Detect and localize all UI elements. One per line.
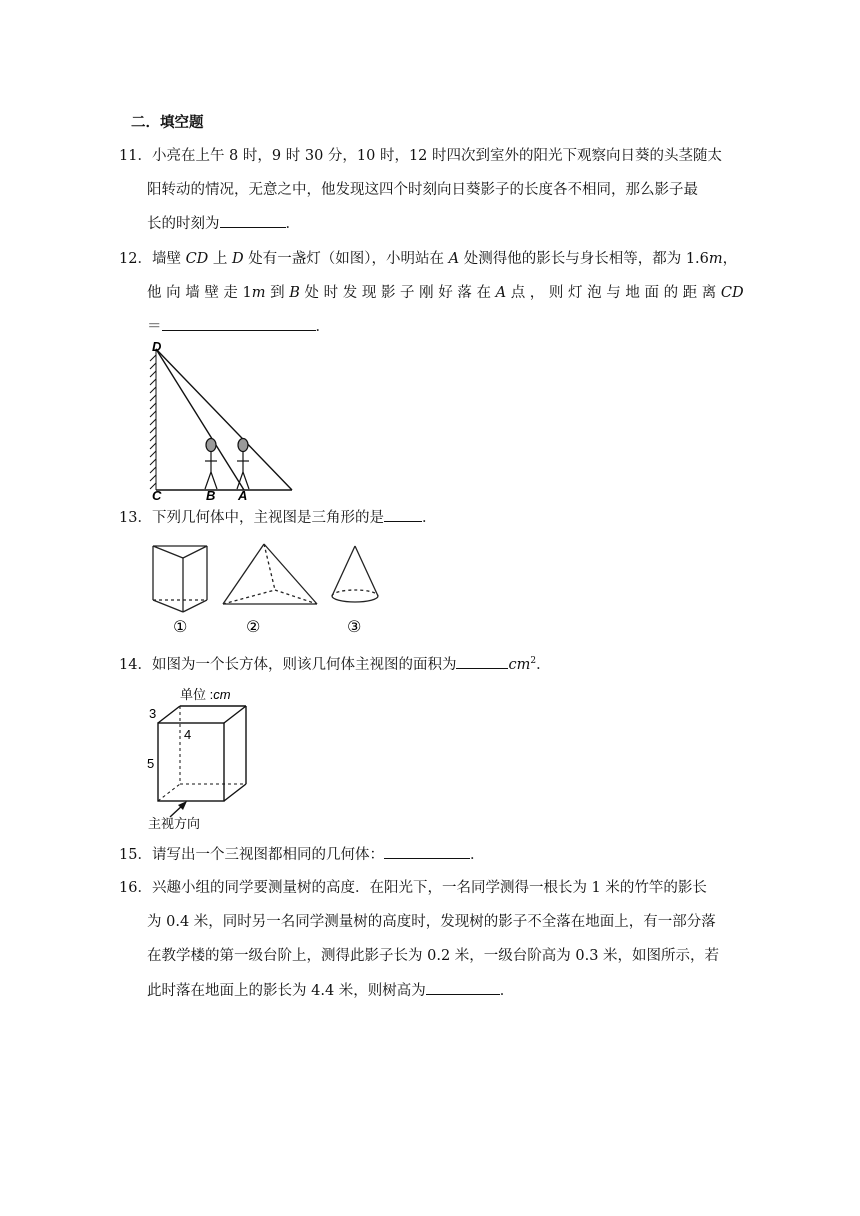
q12-text: ， <box>722 251 738 267</box>
light-ray-b <box>156 349 244 490</box>
q11-line2: 阳转动的情况，无意之中，他发现这四个时刻向日葵影子的长度各不相同，那么影子最 <box>147 182 698 198</box>
q14-answer-blank[interactable] <box>456 654 508 669</box>
q13-text: 下列几何体中，主视图是三角形的是 <box>151 510 384 526</box>
q12-number: 12． <box>119 251 152 267</box>
q16-line2: 为 0.4 米，同时另一名同学测量树的高度时，发现树的影子不全落在地面上，有一部分落 <box>147 914 716 930</box>
q12-text: 处有一盏灯（如图），小明站在 <box>243 251 449 267</box>
figure-label-1: ① <box>173 619 188 636</box>
q12-text: 点 ， 则 灯 泡 与 地 面 的 距 离 <box>506 285 721 301</box>
q15-line <box>119 844 484 865</box>
q14-period: ． <box>536 656 551 673</box>
q16-text-line4: 此时落在地面上的影长为 4.4 米，则树高为 <box>147 983 426 999</box>
q13-figure <box>145 538 397 638</box>
q11-text-line3: 长的时刻为 <box>147 216 220 232</box>
q13-answer-blank[interactable] <box>384 507 422 522</box>
q12-period: ． <box>315 319 330 335</box>
q14-number: 14． <box>119 656 152 673</box>
q13-line <box>119 507 436 528</box>
q16-line3: 在教学楼的第一级台阶上，测得此影子长为 0.2 米，一级台阶高为 0.3 米，如图所示，若 <box>147 948 720 964</box>
q12-equals: ＝ <box>147 319 162 335</box>
triangular-prism-icon <box>153 546 207 612</box>
q14-unit: cm <box>508 656 531 673</box>
q16-line1 <box>119 878 707 898</box>
dimension-3: 3 <box>149 706 157 721</box>
q12-text: 他 向 墙 壁 走 1 <box>147 285 252 301</box>
q16-period: ． <box>499 983 515 999</box>
q12-text: 上 <box>208 251 233 267</box>
q15-text: 请写出一个三视图都相同的几何体： <box>151 847 384 863</box>
cone-icon <box>332 546 378 602</box>
wall-hatching <box>150 349 156 490</box>
q12-line1 <box>119 249 737 269</box>
q12-figure <box>147 337 297 502</box>
q14-text: 如图为一个长方体，则该几何体主视图的面积为 <box>151 656 457 673</box>
q15-period: ． <box>469 847 485 863</box>
q13-period: ． <box>421 510 437 526</box>
q11-line1 <box>119 146 722 166</box>
figure-label-3: ③ <box>347 619 362 636</box>
q16-text-line1: 兴趣小组的同学要测量树的高度．在阳光下，一名同学测得一根长为 1 米的竹竿的影长 <box>151 880 707 896</box>
q11-text-line1: 小亮在上午 8 时，9 时 30 分，10 时，12 时四次到室外的阳光下观察向日葵的头茎随太 <box>151 148 723 164</box>
q15-number: 15． <box>119 847 152 863</box>
q11-period: ． <box>285 216 300 232</box>
unit-label-cm: cm <box>213 687 231 702</box>
figure-label-2: ② <box>246 619 261 636</box>
q12-text: 处测得他的影长与身长相等，都为 1.6 <box>459 251 709 267</box>
q12-var-cd: CD <box>720 285 744 301</box>
unit-label-text: 单位 : <box>180 687 214 702</box>
view-direction-label: 主视方向 <box>148 816 201 831</box>
q16-line4 <box>147 980 514 1001</box>
label-c: C <box>152 488 162 502</box>
q16-number: 16． <box>119 880 152 896</box>
q12-text: 处 时 发 现 影 子 刚 好 落 在 <box>299 285 496 301</box>
arrow-icon <box>170 801 187 817</box>
q12-text: 墙壁 <box>151 251 186 267</box>
pyramid-icon <box>223 544 317 604</box>
section-title: 二．填空题 <box>131 114 204 131</box>
q12-unit-m: m <box>251 285 266 301</box>
q11-number: 11． <box>119 148 152 164</box>
q11-line3 <box>147 213 300 234</box>
q12-var-a: A <box>448 251 460 267</box>
q12-var-b: B <box>289 285 300 301</box>
q12-unit-m: m <box>708 251 723 267</box>
label-d: D <box>152 339 162 354</box>
light-ray-a <box>156 349 292 490</box>
q12-text: 到 <box>265 285 290 301</box>
q12-answer-blank[interactable] <box>162 316 316 331</box>
q14-line <box>119 651 551 675</box>
q12-var-a: A <box>495 285 507 301</box>
q12-line3 <box>147 316 330 337</box>
q14-unit-exponent: 2 <box>530 656 537 666</box>
dimension-5: 5 <box>147 756 155 771</box>
q12-line2 <box>147 283 744 303</box>
label-a: A <box>238 488 248 502</box>
q12-var-d: D <box>232 251 244 267</box>
q15-answer-blank[interactable] <box>384 844 470 859</box>
q11-answer-blank[interactable] <box>220 213 286 228</box>
q16-answer-blank[interactable] <box>426 980 500 995</box>
person-b-icon <box>205 439 217 490</box>
cuboid-icon <box>158 706 246 801</box>
dimension-4: 4 <box>184 727 192 742</box>
q14-figure <box>144 684 256 831</box>
label-b: B <box>206 488 216 502</box>
unit-label <box>180 687 231 702</box>
q13-number: 13． <box>119 510 152 526</box>
q12-var-cd: CD <box>185 251 209 267</box>
